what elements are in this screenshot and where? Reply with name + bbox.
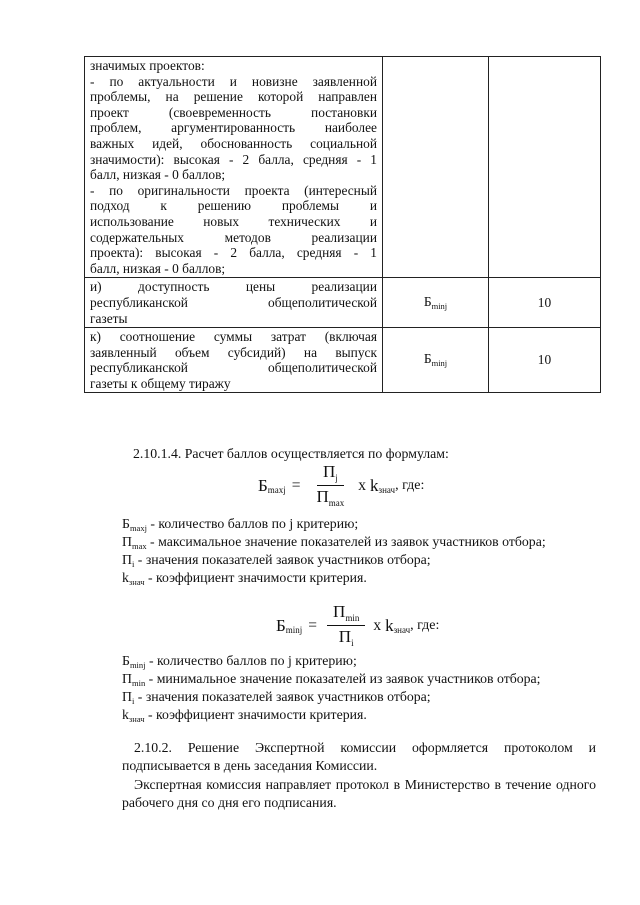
cell-line: газеты к общему тиражу bbox=[90, 375, 231, 391]
formula-tail: , где: bbox=[410, 617, 440, 633]
formula-lhs: Б bbox=[276, 615, 286, 635]
definition-line: $П_{max}$ - максимальное значение показателей из заявок участников отбора; bbox=[122, 534, 546, 551]
table-row bbox=[85, 278, 601, 328]
fraction-numerator: $П_{min}$ bbox=[327, 602, 365, 626]
symbol-subscript: minj bbox=[431, 300, 448, 311]
definition-line: $Б_{maxj}$ - количество баллов по j критерию; bbox=[122, 516, 359, 533]
cell-line: и) доступность цены реализации bbox=[90, 279, 377, 295]
formula-fraction bbox=[327, 602, 365, 649]
section-intro: 2.10.1.4. Расчет баллов осуществляется по формулам: bbox=[133, 446, 449, 461]
value-cell bbox=[489, 57, 601, 278]
cell-line: проект (своевременность постановки bbox=[90, 104, 377, 120]
cell-line: использование новых технических и bbox=[90, 213, 377, 229]
cell-line: значимости): высокая - 2 балла, средняя - 1 bbox=[90, 151, 377, 167]
symbol: Б bbox=[423, 351, 432, 367]
value-cell: 10 bbox=[489, 278, 601, 328]
definition-line: $П_{min}$ - минимальное значение показателей из заявок участников отбора; bbox=[122, 671, 541, 688]
coefficient-subscript: знач bbox=[378, 484, 396, 495]
cell-line: балл, низкая - 0 баллов; bbox=[90, 260, 226, 276]
cell-line: значимых проектов: bbox=[90, 58, 205, 73]
cell-line: подход к решению проблемы и bbox=[90, 198, 377, 214]
formula-fraction bbox=[311, 462, 351, 509]
cell-line: важных идей, обоснованность социальной bbox=[90, 135, 377, 151]
cell-line: - по оригинальности проекта (интересный bbox=[90, 182, 377, 198]
times-sign: x bbox=[358, 476, 367, 494]
symbol-cell bbox=[383, 57, 489, 278]
symbol-cell bbox=[383, 328, 489, 393]
cell-line: балл, низкая - 0 баллов; bbox=[90, 167, 226, 183]
fraction-denominator: $П_{max}$ bbox=[316, 487, 345, 508]
cell-line: газеты bbox=[90, 310, 128, 326]
cell-line: заявленный объем субсидий) на выпуск bbox=[90, 344, 377, 360]
definition-line: $k_{знач}$ - коэффициент значимости критерия. bbox=[122, 570, 367, 587]
formula-lhs-subscript: minj bbox=[285, 624, 303, 635]
criteria-table bbox=[84, 56, 601, 393]
criteria-cell bbox=[85, 328, 383, 393]
equals-sign: = bbox=[308, 616, 318, 634]
times-sign: x bbox=[373, 616, 382, 634]
paragraph-decision: 2.10.2. Решение Экспертной комиссии оформляется протоколом и подписывается в день заседания Комиссии. bbox=[122, 740, 596, 773]
criteria-cell bbox=[85, 57, 383, 278]
equals-sign: = bbox=[291, 476, 301, 494]
value-cell: 10 bbox=[489, 328, 601, 393]
fraction-denominator: $П_i$ bbox=[338, 627, 354, 648]
definition-line: $П_i$ - значения показателей заявок участников отбора; bbox=[122, 689, 431, 706]
cell-line: проблемы, на решение которой направлен bbox=[90, 89, 377, 105]
formula-min bbox=[276, 602, 439, 649]
formula-lhs: Б bbox=[258, 475, 268, 495]
definition-line: $П_i$ - значения показателей заявок участников отбора; bbox=[122, 552, 431, 569]
formula-max bbox=[258, 462, 424, 509]
coefficient-subscript: знач bbox=[393, 624, 411, 635]
cell-line: - по актуальности и новизне заявленной bbox=[90, 73, 377, 89]
symbol-cell bbox=[383, 278, 489, 328]
definition-line: $k_{знач}$ - коэффициент значимости критерия. bbox=[122, 707, 367, 724]
table-row bbox=[85, 57, 601, 278]
symbol-subscript: minj bbox=[431, 358, 448, 369]
paragraph-protocol: Экспертная комиссия направляет протокол в Министерство в течение одного рабочего дня со дня его подписания. bbox=[122, 777, 596, 810]
formula-tail: , где: bbox=[395, 477, 425, 493]
cell-line: содержательных методов реализации bbox=[90, 229, 377, 245]
cell-line: республиканской общеполитической bbox=[90, 360, 377, 376]
formula-lhs-subscript: maxj bbox=[267, 484, 286, 495]
cell-line: проекта): высокая - 2 балла, средняя - 1 bbox=[90, 245, 377, 261]
symbol: Б bbox=[423, 293, 432, 309]
fraction-numerator: $П_j$ bbox=[317, 462, 344, 486]
coefficient: k bbox=[370, 475, 379, 495]
criteria-cell bbox=[85, 278, 383, 328]
coefficient: k bbox=[385, 615, 394, 635]
definition-line: $Б_{minj}$ - количество баллов по j критерию; bbox=[122, 653, 357, 670]
cell-line: к) соотношение суммы затрат (включая bbox=[90, 329, 377, 345]
cell-line: республиканской общеполитической bbox=[90, 294, 377, 310]
table-row bbox=[85, 328, 601, 393]
cell-line: проблем, аргументированность наиболее bbox=[90, 120, 377, 136]
